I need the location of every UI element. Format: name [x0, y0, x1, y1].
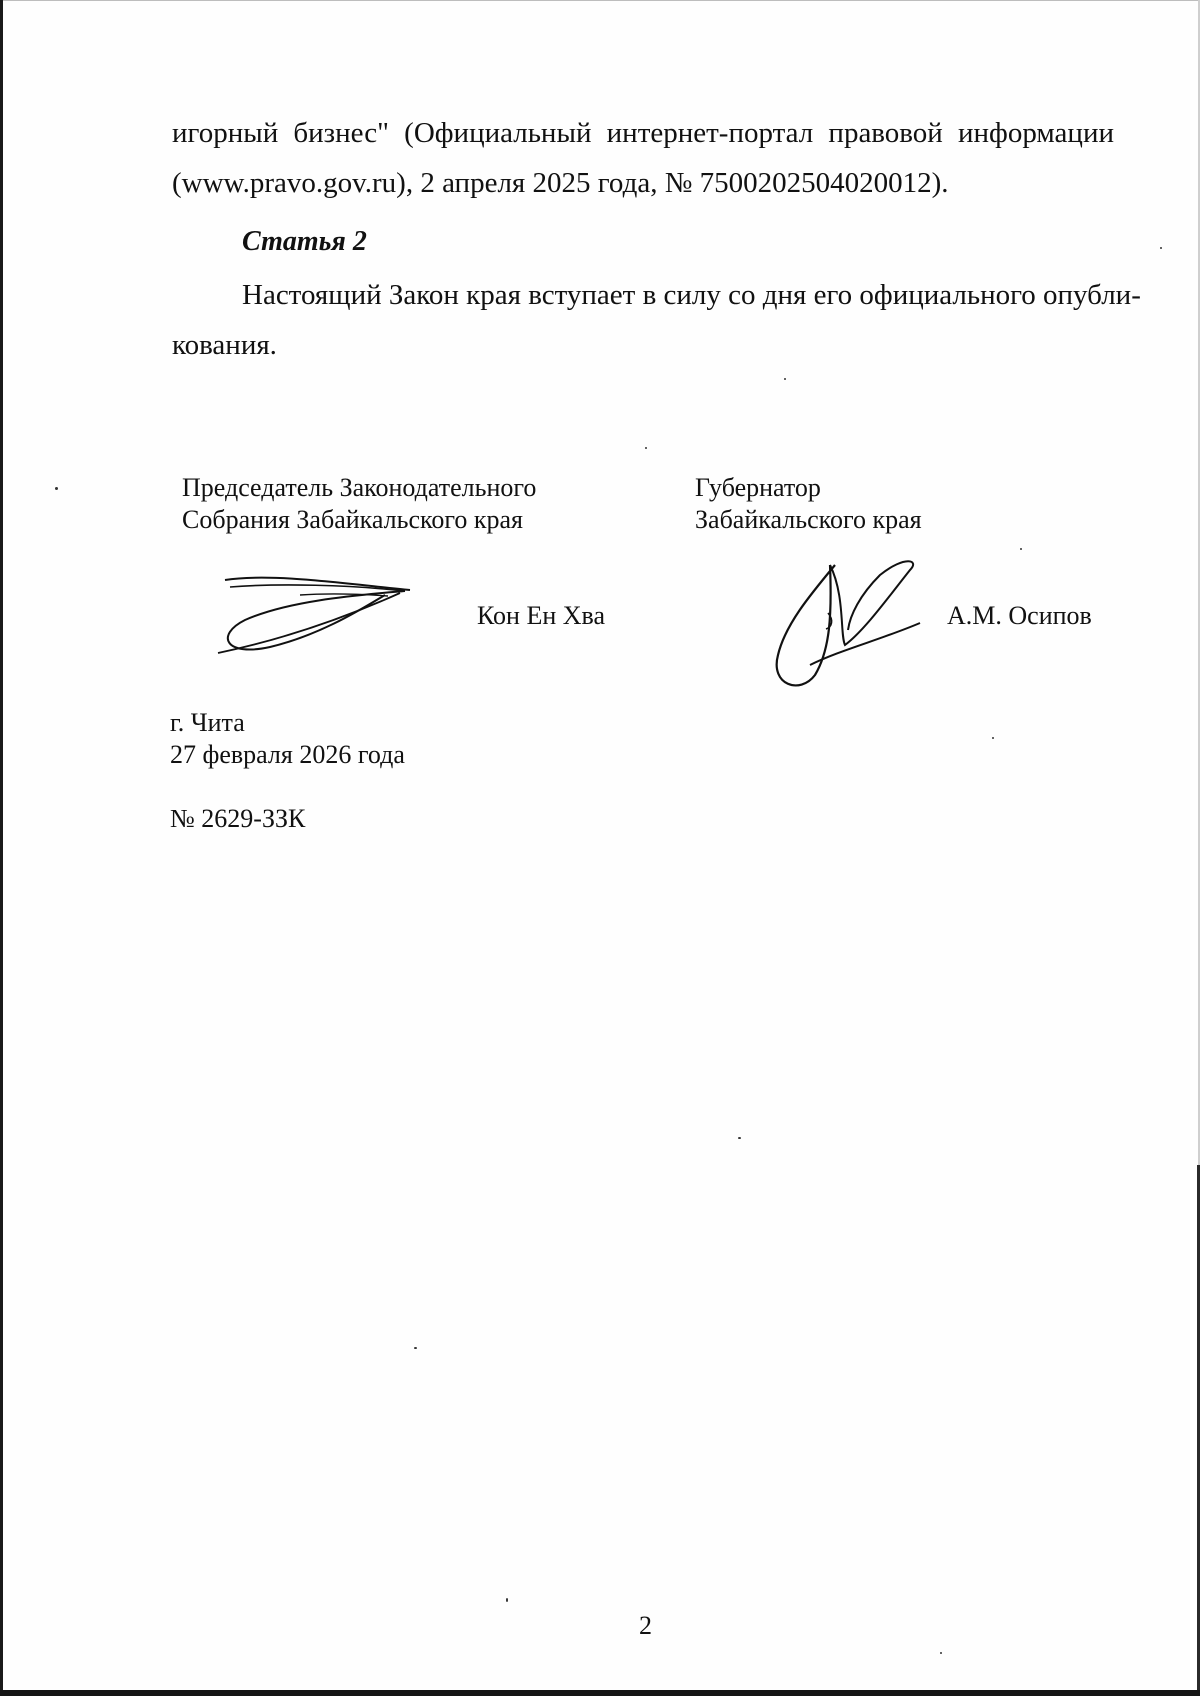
signatory-right-title-line-2: Забайкальского края	[695, 505, 922, 534]
law-number: № 2629-ЗЗК	[170, 804, 306, 833]
signature-right-image	[770, 555, 930, 695]
signatory-left-title-line-2: Собрания Забайкальского края	[182, 505, 523, 534]
signatory-right-name: А.М. Осипов	[947, 601, 1092, 630]
scan-edge-left	[0, 0, 3, 1696]
place-and-date	[170, 707, 405, 771]
scan-speck	[1160, 247, 1162, 249]
scan-speck	[506, 1598, 508, 1602]
scan-speck	[738, 1137, 741, 1139]
scan-speck	[992, 737, 994, 739]
scan-speck	[55, 487, 58, 490]
article-heading: Статья 2	[242, 226, 367, 257]
signatory-left-title-line-1: Председатель Законодательного	[182, 473, 537, 502]
signatory-left-title	[182, 472, 536, 536]
scan-speck	[784, 378, 786, 380]
scan-edge-bottom	[0, 1690, 1200, 1696]
scan-speck	[414, 1347, 417, 1349]
article-text-line-1: Настоящий Закон края вступает в силу со дня его официального опубли-	[242, 279, 1141, 311]
scan-speck	[1020, 548, 1022, 550]
paragraph-continuation: игорный бизнес" (Официальный интернет-портал правовой информации (www.pravo.gov.ru), 2 апреля 2025 года, № 7500202504020012).	[172, 117, 1114, 199]
signing-date: 27 февраля 2026 года	[170, 740, 405, 769]
scan-speck	[940, 1652, 942, 1654]
scan-edge-top	[0, 0, 1200, 1]
signatory-right-title-line-1: Губернатор	[695, 473, 821, 502]
page-number: 2	[639, 1611, 652, 1640]
signatory-left-name: Кон Ен Хва	[477, 601, 606, 630]
signature-left-image	[210, 565, 420, 660]
scan-speck	[645, 447, 647, 449]
signatory-right-title	[695, 472, 922, 536]
article-text-line-2: кования.	[172, 329, 277, 361]
city: г. Чита	[170, 708, 245, 737]
